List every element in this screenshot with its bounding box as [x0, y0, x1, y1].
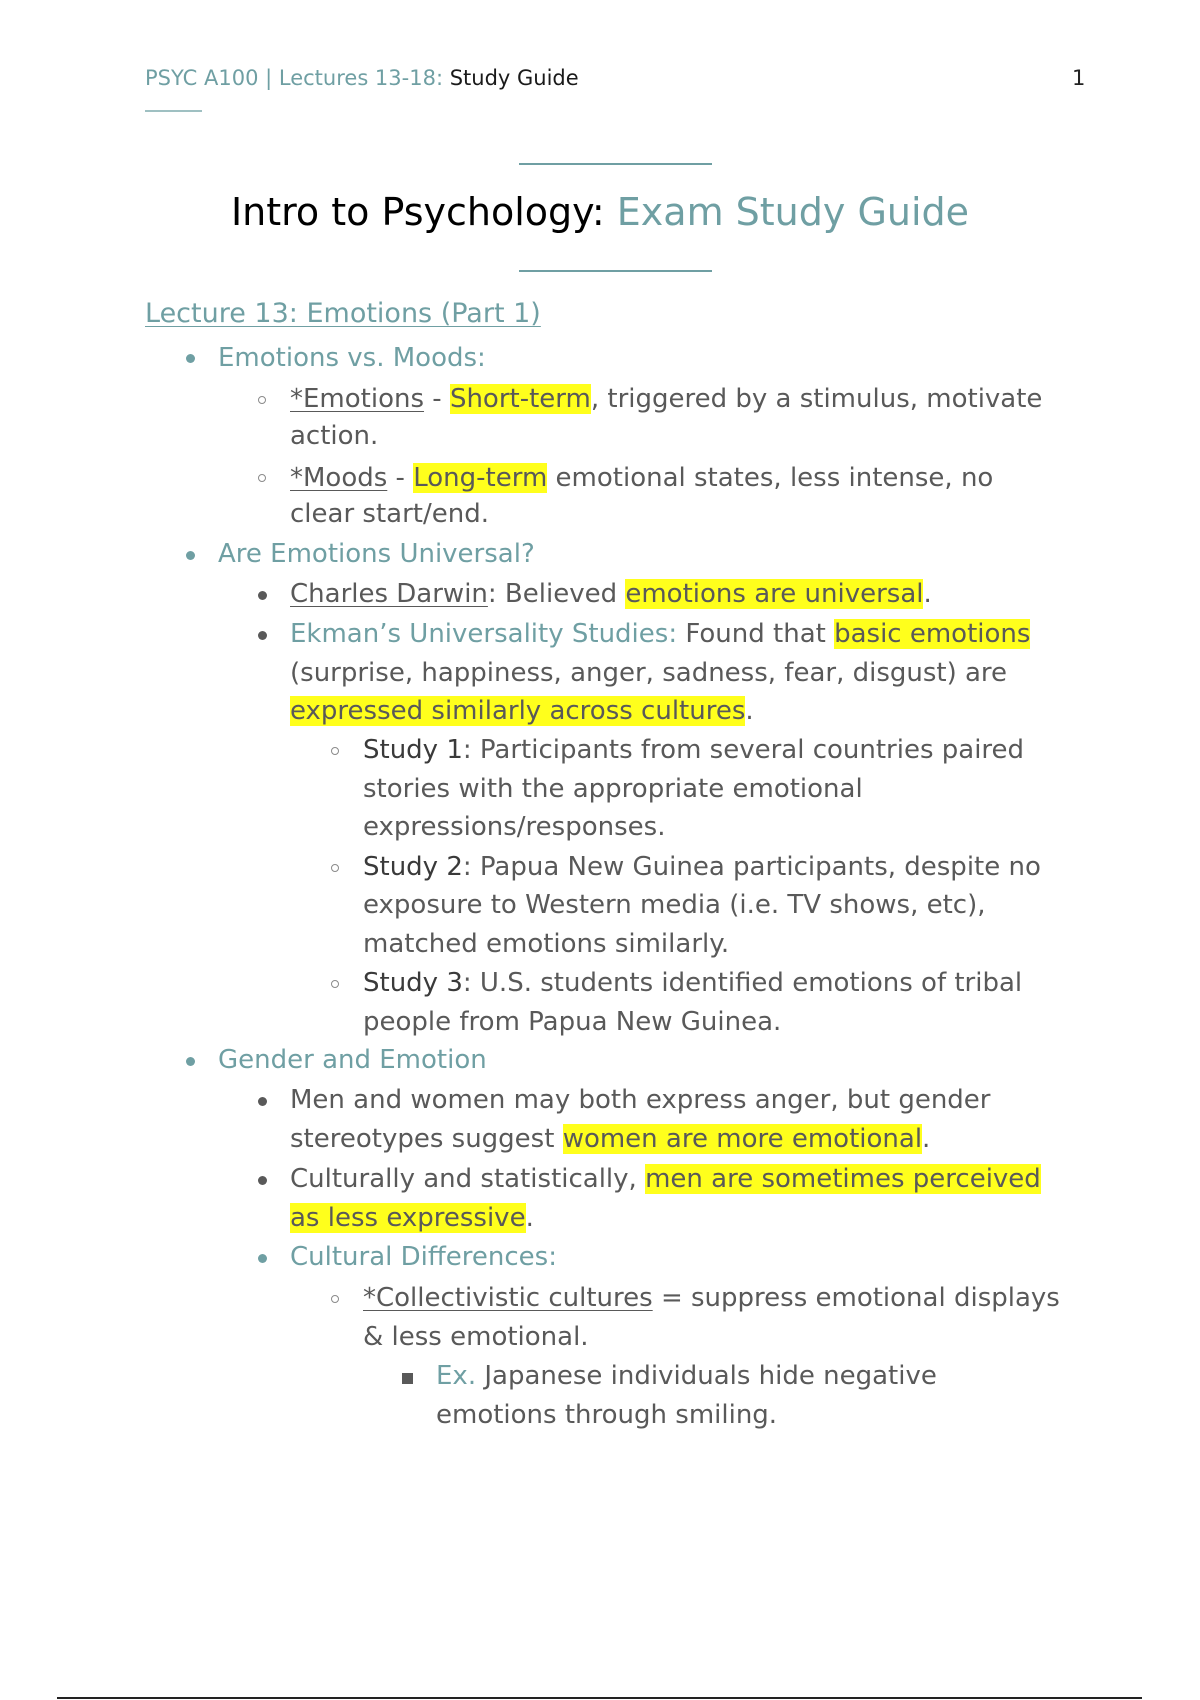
text: : U.S. students identified emotions of tribal	[462, 968, 1023, 998]
study2	[363, 851, 1041, 883]
text: : Papua New Guinea participants, despite no	[462, 852, 1041, 882]
bullet-dot	[258, 1254, 267, 1263]
text: : Participants from several countries paired	[462, 735, 1025, 765]
gender-item2	[290, 1163, 1041, 1195]
footer-rule	[57, 1697, 1142, 1699]
text: Culturally and statistically,	[290, 1164, 646, 1194]
text: Japanese individuals hide negative	[476, 1361, 937, 1391]
bullet-dot	[258, 1176, 267, 1185]
bullet-circle	[258, 474, 266, 482]
header-course: PSYC A100 | Lectures 13-18:	[145, 66, 444, 90]
title-part2: Exam Study Guide	[616, 190, 970, 234]
bullet-dot	[186, 551, 195, 560]
collectivistic-item	[363, 1282, 1060, 1314]
example-label: Ex.	[436, 1361, 477, 1391]
title-rule-bottom	[519, 270, 712, 272]
highlight: Short-term	[449, 384, 591, 414]
dash: -	[424, 384, 450, 414]
highlight: as less expressive	[290, 1203, 526, 1233]
bullet-dot	[186, 354, 195, 363]
emotions-definition	[290, 383, 1042, 415]
bullet-dot	[258, 591, 267, 600]
collectivistic-line2: & less emotional.	[363, 1322, 589, 1352]
text: Found that	[677, 619, 835, 649]
text: .	[525, 1203, 534, 1233]
highlight: emotions are universal	[625, 579, 924, 609]
highlight: expressed similarly across cultures	[290, 696, 746, 726]
bullet-square	[402, 1373, 413, 1384]
study3-line2: people from Papua New Guinea.	[363, 1007, 782, 1037]
universal-heading: Are Emotions Universal?	[218, 539, 535, 569]
bullet-circle	[331, 864, 339, 872]
dash: -	[387, 463, 414, 493]
ekman-name: Ekman’s Universality Studies:	[290, 619, 678, 649]
collectivistic-term: *Collectivistic cultures	[363, 1283, 653, 1313]
bullet-circle	[331, 980, 339, 988]
ekman-line3	[290, 695, 754, 727]
text: , triggered by a stimulus, motivate	[590, 384, 1043, 414]
cultural-differences-heading: Cultural Differences:	[290, 1242, 557, 1272]
bullet-dot	[258, 631, 267, 640]
darwin-name: Charles Darwin	[290, 579, 488, 609]
bullet-circle	[258, 396, 266, 404]
text: .	[745, 696, 754, 726]
page-number: 1	[1072, 66, 1086, 90]
section-heading[interactable]: Lecture 13: Emotions (Part 1)	[145, 298, 541, 329]
bullet-dot	[186, 1057, 195, 1066]
study1	[363, 734, 1024, 766]
emotions-term: *Emotions	[290, 384, 425, 414]
highlight: basic emotions	[834, 619, 1031, 649]
bullet-dot	[258, 1097, 267, 1106]
highlight: men are sometimes perceived	[645, 1164, 1041, 1194]
text: emotional states, less intense, no	[547, 463, 994, 493]
study1-line3: expressions/responses.	[363, 812, 666, 842]
moods-definition-line2: clear start/end.	[290, 499, 489, 529]
example-item	[436, 1360, 937, 1392]
darwin-item	[290, 578, 932, 610]
emotions-vs-moods-heading: Emotions vs. Moods:	[218, 343, 486, 373]
moods-term: *Moods	[290, 463, 388, 493]
text: = suppress emotional displays	[652, 1283, 1060, 1313]
text: stereotypes suggest	[290, 1124, 563, 1154]
example-line2: emotions through smiling.	[436, 1400, 778, 1430]
document-title	[0, 190, 1200, 234]
study2-label: Study 2	[363, 852, 463, 882]
gender-item1: Men and women may both express anger, but gender	[290, 1085, 991, 1115]
text: .	[922, 1124, 931, 1154]
header-guide: Study Guide	[443, 66, 579, 90]
gender-heading: Gender and Emotion	[218, 1045, 487, 1075]
emotions-definition-line2: action.	[290, 421, 379, 451]
moods-definition	[290, 462, 993, 494]
page-header	[145, 66, 579, 90]
title-part1: Intro to Psychology:	[230, 190, 617, 234]
bullet-circle	[331, 747, 339, 755]
study1-label: Study 1	[363, 735, 463, 765]
study2-line2: exposure to Western media (i.e. TV shows, etc),	[363, 890, 986, 920]
bullet-circle	[331, 1295, 339, 1303]
gender-item2-line2	[290, 1202, 534, 1234]
header-rule	[145, 110, 202, 112]
study3	[363, 967, 1022, 999]
ekman-line2: (surprise, happiness, anger, sadness, fear, disgust) are	[290, 658, 1008, 688]
ekman-item	[290, 618, 1030, 650]
gender-item1-line2	[290, 1123, 930, 1155]
study2-line3: matched emotions similarly.	[363, 929, 730, 959]
study1-line2: stories with the appropriate emotional	[363, 774, 863, 804]
highlight: women are more emotional	[562, 1124, 923, 1154]
title-rule-top	[519, 163, 712, 165]
text: .	[923, 579, 932, 609]
highlight: Long-term	[413, 463, 548, 493]
text: : Believed	[487, 579, 626, 609]
study3-label: Study 3	[363, 968, 463, 998]
